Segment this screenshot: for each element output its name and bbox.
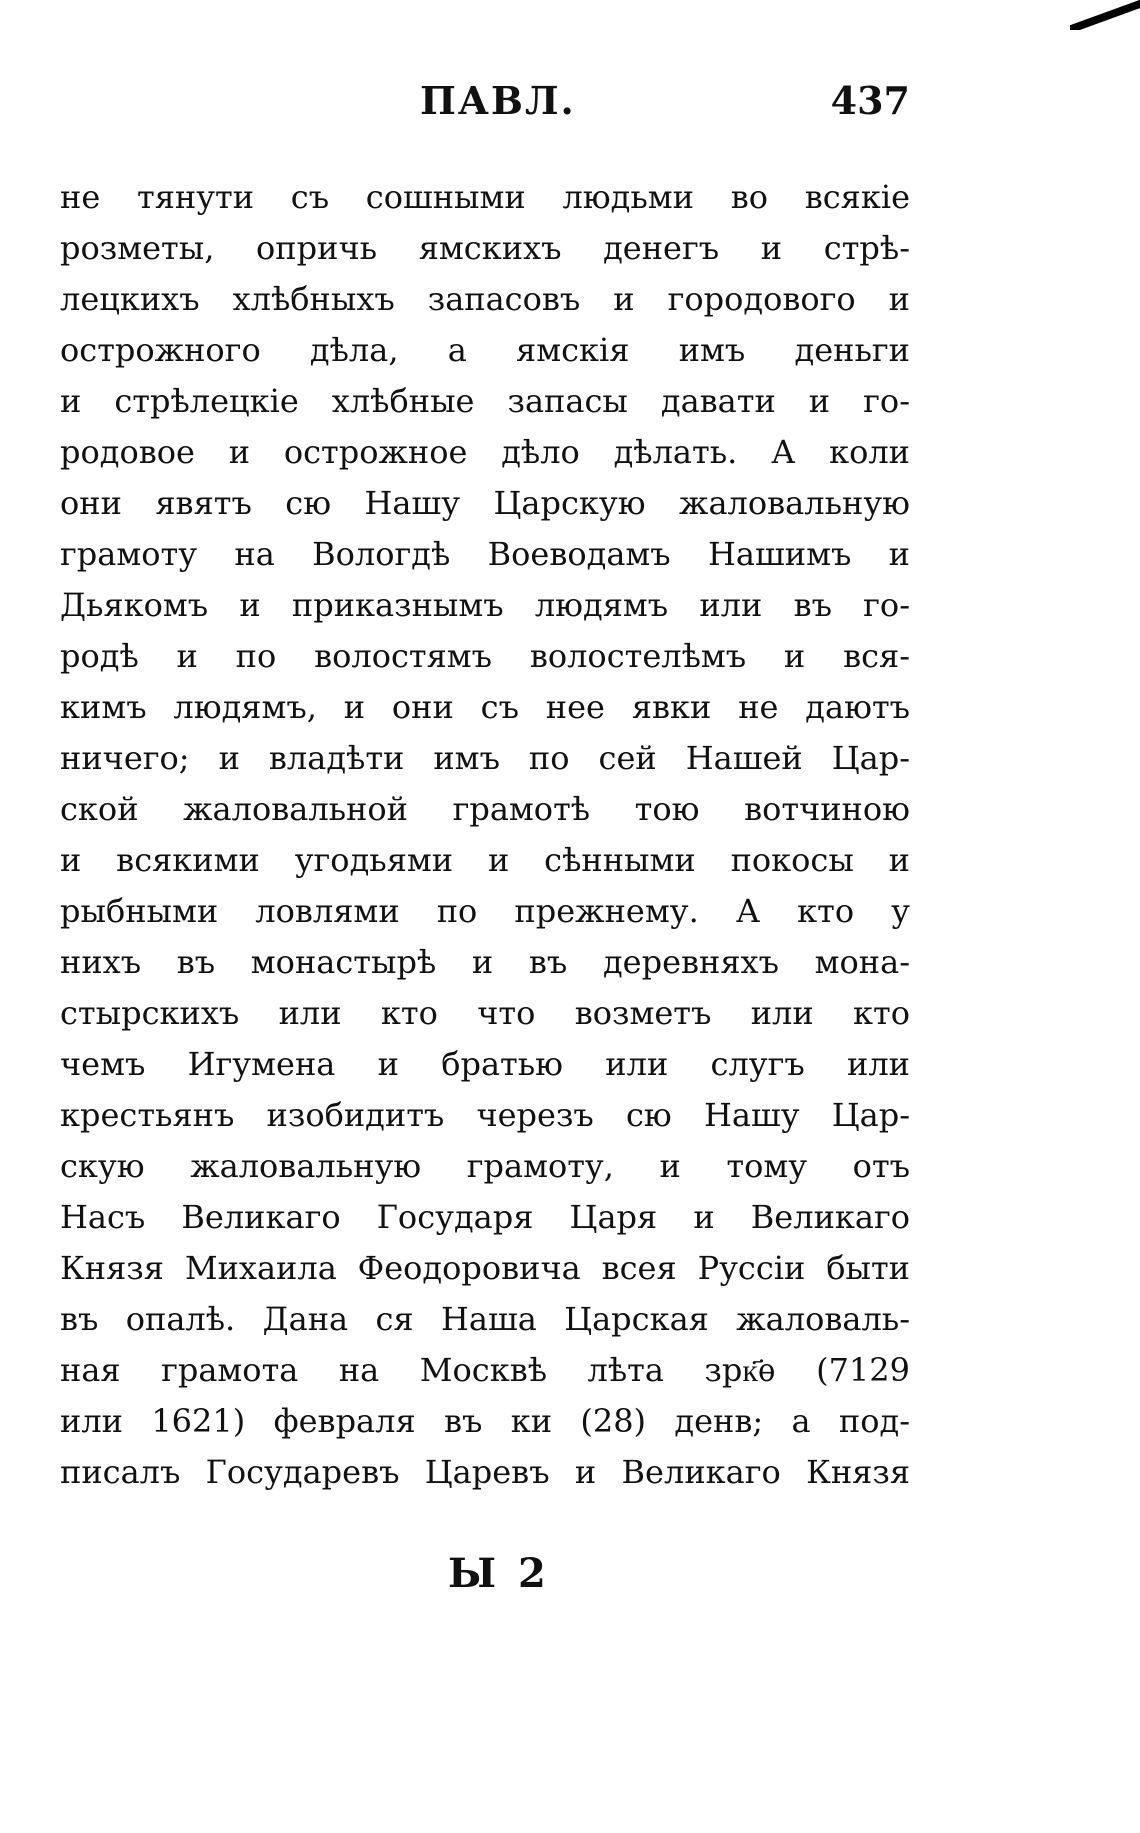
text-line: крестьянъ изобидитъ черезъ сю Нашу Цар- — [60, 1096, 910, 1134]
text-line: Князя Михаила Феодоровича всея Руссіи быти — [60, 1249, 910, 1287]
text-line: Дьякомъ и приказнымъ людямъ или въ го- — [60, 586, 910, 624]
text-line: скую жаловальную грамоту, и тому отъ — [60, 1147, 910, 1185]
text-line: Насъ Великаго Государя Царя и Великаго — [60, 1198, 910, 1236]
text-line: и стрѣлецкіе хлѣбные запасы давати и го- — [60, 382, 910, 420]
page-number: 437 — [830, 78, 910, 123]
text-line: лецкихъ хлѣбныхъ запасовъ и городового и — [60, 280, 910, 318]
body-text — [60, 172, 910, 1498]
signature-mark: Ы 2 — [448, 1550, 550, 1597]
text-line: родѣ и по волостямъ волостелѣмъ и вся- — [60, 637, 910, 675]
text-line: рыбными ловлями по прежнему. А кто у — [60, 892, 910, 930]
text-line: или 1621) февраля въ ки (28) денв; а под- — [60, 1402, 910, 1440]
text-line: писалъ Государевъ Царевъ и Великаго Князя — [60, 1453, 910, 1491]
text-line: не тянути съ сошными людьми во всякіе — [60, 178, 910, 216]
text-line: грамоту на Вологдѣ Воеводамъ Нашимъ и — [60, 535, 910, 573]
text-line: кимъ людямъ, и они съ нее явки не даютъ — [60, 688, 910, 726]
text-line: чемъ Игумена и братью или слугъ или — [60, 1045, 910, 1083]
text-line: розметы, опричь ямскихъ денегъ и стрѣ- — [60, 229, 910, 267]
text-line: въ опалѣ. Дана ся Наша Царская жаловаль- — [60, 1300, 910, 1338]
text-line: стырскихъ или кто что возметъ или кто — [60, 994, 910, 1032]
text-line: ничего; и владѣти имъ по сей Нашей Цар- — [60, 739, 910, 777]
page-corner-mark — [1070, 0, 1140, 30]
text-line: и всякими угодьями и сѣнными покосы и — [60, 841, 910, 879]
text-line: родовое и острожное дѣло дѣлать. А коли — [60, 433, 910, 471]
text-line: нихъ въ монастырѣ и въ деревняхъ мона- — [60, 943, 910, 981]
running-title: ПАВЛ. — [420, 78, 576, 123]
text-line: они явятъ сю Нашу Царскую жаловальную — [60, 484, 910, 522]
text-line: острожного дѣла, а ямскія имъ деньги — [60, 331, 910, 369]
text-line: ской жаловальной грамотѣ тою вотчиною — [60, 790, 910, 828]
running-head — [60, 78, 910, 128]
text-line: ная грамота на Москвѣ лѣта зрк҃ѳ (7129 — [60, 1351, 910, 1389]
